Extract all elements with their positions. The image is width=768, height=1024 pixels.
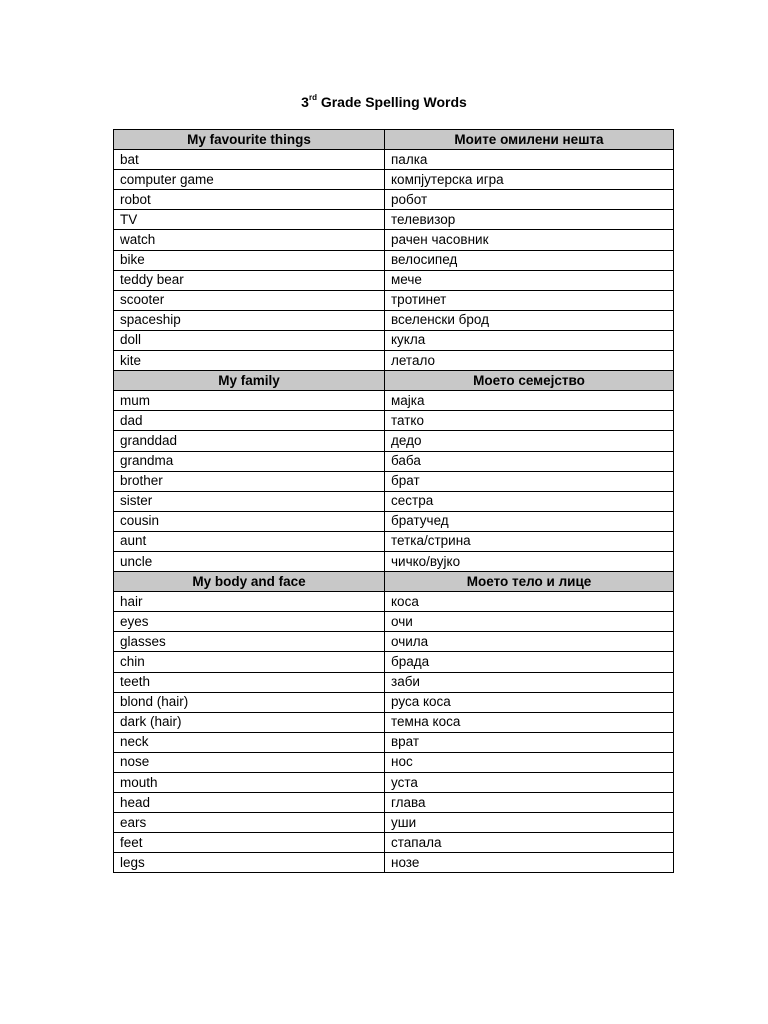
word-row <box>114 632 674 652</box>
macedonian-word: чичко/вујко <box>385 551 674 571</box>
macedonian-word: рачен часовник <box>385 230 674 250</box>
word-row <box>114 853 674 873</box>
word-row <box>114 471 674 491</box>
english-word: legs <box>114 853 385 873</box>
macedonian-word: сестра <box>385 491 674 511</box>
macedonian-word: руса коса <box>385 692 674 712</box>
word-row <box>114 431 674 451</box>
section-header-macedonian: Моите омилени нешта <box>385 130 674 150</box>
word-row <box>114 652 674 672</box>
macedonian-word: компјутерска игра <box>385 170 674 190</box>
english-word: uncle <box>114 551 385 571</box>
title-superscript: rd <box>308 93 317 102</box>
english-word: brother <box>114 471 385 491</box>
word-row <box>114 190 674 210</box>
word-row <box>114 612 674 632</box>
english-word: dark (hair) <box>114 712 385 732</box>
macedonian-word: темна коса <box>385 712 674 732</box>
english-word: grandma <box>114 451 385 471</box>
word-row <box>114 813 674 833</box>
macedonian-word: вселенски брод <box>385 310 674 330</box>
macedonian-word: дедо <box>385 431 674 451</box>
macedonian-word: очи <box>385 612 674 632</box>
english-word: dad <box>114 411 385 431</box>
word-row <box>114 170 674 190</box>
word-row <box>114 391 674 411</box>
section-header-english: My favourite things <box>114 130 385 150</box>
macedonian-word: заби <box>385 672 674 692</box>
word-row <box>114 712 674 732</box>
macedonian-word: палка <box>385 150 674 170</box>
english-word: mum <box>114 391 385 411</box>
english-word: kite <box>114 351 385 371</box>
english-word: nose <box>114 752 385 772</box>
english-word: blond (hair) <box>114 692 385 712</box>
macedonian-word: уста <box>385 773 674 793</box>
english-word: cousin <box>114 511 385 531</box>
word-row <box>114 250 674 270</box>
word-row <box>114 270 674 290</box>
english-word: mouth <box>114 773 385 793</box>
english-word: spaceship <box>114 310 385 330</box>
english-word: computer game <box>114 170 385 190</box>
word-row <box>114 592 674 612</box>
word-row <box>114 330 674 350</box>
macedonian-word: летало <box>385 351 674 371</box>
section-header-english: My body and face <box>114 572 385 592</box>
word-row <box>114 672 674 692</box>
macedonian-word: робот <box>385 190 674 210</box>
macedonian-word: нос <box>385 752 674 772</box>
macedonian-word: баба <box>385 451 674 471</box>
word-row <box>114 210 674 230</box>
english-word: watch <box>114 230 385 250</box>
english-word: eyes <box>114 612 385 632</box>
title-text: Grade Spelling Words <box>316 94 467 110</box>
macedonian-word: велосипед <box>385 250 674 270</box>
english-word: TV <box>114 210 385 230</box>
macedonian-word: татко <box>385 411 674 431</box>
macedonian-word: коса <box>385 592 674 612</box>
word-row <box>114 150 674 170</box>
macedonian-word: телевизор <box>385 210 674 230</box>
english-word: scooter <box>114 290 385 310</box>
english-word: feet <box>114 833 385 853</box>
section-header-row <box>114 130 674 150</box>
macedonian-word: брат <box>385 471 674 491</box>
word-row <box>114 793 674 813</box>
english-word: neck <box>114 732 385 752</box>
macedonian-word: стапала <box>385 833 674 853</box>
macedonian-word: кукла <box>385 330 674 350</box>
word-row <box>114 732 674 752</box>
word-row <box>114 290 674 310</box>
word-row <box>114 351 674 371</box>
macedonian-word: нозе <box>385 853 674 873</box>
english-word: chin <box>114 652 385 672</box>
word-row <box>114 531 674 551</box>
english-word: hair <box>114 592 385 612</box>
table-body <box>114 130 674 873</box>
word-row <box>114 310 674 330</box>
word-row <box>114 833 674 853</box>
word-row <box>114 411 674 431</box>
spelling-words-table <box>113 129 674 873</box>
macedonian-word: брада <box>385 652 674 672</box>
word-row <box>114 551 674 571</box>
english-word: teeth <box>114 672 385 692</box>
macedonian-word: уши <box>385 813 674 833</box>
english-word: ears <box>114 813 385 833</box>
word-row <box>114 752 674 772</box>
section-header-row <box>114 371 674 391</box>
english-word: teddy bear <box>114 270 385 290</box>
word-row <box>114 692 674 712</box>
english-word: bat <box>114 150 385 170</box>
word-row <box>114 511 674 531</box>
macedonian-word: тетка/стрина <box>385 531 674 551</box>
english-word: bike <box>114 250 385 270</box>
macedonian-word: мајка <box>385 391 674 411</box>
english-word: doll <box>114 330 385 350</box>
word-row <box>114 451 674 471</box>
word-row <box>114 230 674 250</box>
english-word: granddad <box>114 431 385 451</box>
word-row <box>114 491 674 511</box>
page-title <box>0 92 768 112</box>
macedonian-word: мече <box>385 270 674 290</box>
section-header-english: My family <box>114 371 385 391</box>
section-header-macedonian: Моето тело и лице <box>385 572 674 592</box>
section-header-macedonian: Моето семејство <box>385 371 674 391</box>
english-word: head <box>114 793 385 813</box>
section-header-row <box>114 572 674 592</box>
macedonian-word: глава <box>385 793 674 813</box>
title-number: 3 <box>301 94 309 110</box>
macedonian-word: братучед <box>385 511 674 531</box>
english-word: robot <box>114 190 385 210</box>
word-row <box>114 773 674 793</box>
english-word: aunt <box>114 531 385 551</box>
macedonian-word: очила <box>385 632 674 652</box>
english-word: glasses <box>114 632 385 652</box>
macedonian-word: тротинет <box>385 290 674 310</box>
english-word: sister <box>114 491 385 511</box>
macedonian-word: врат <box>385 732 674 752</box>
